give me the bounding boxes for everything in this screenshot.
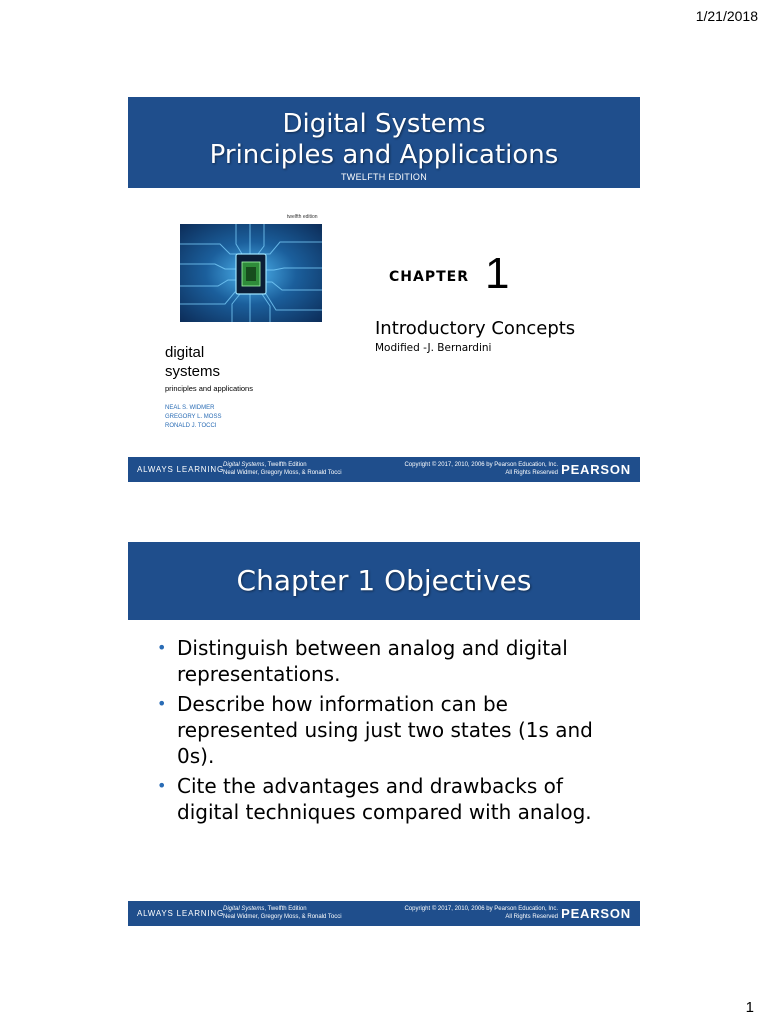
objectives-list <box>157 635 607 829</box>
list-item-text: Cite the advantages and drawbacks of digital techniques compared with analog. <box>177 774 592 824</box>
list-item <box>157 691 607 769</box>
slide-title-line2: Principles and Applications <box>209 140 559 170</box>
footer-book-authors: Neal Widmer, Gregory Moss, & Ronald Tocci <box>223 470 342 476</box>
footer-copyright <box>404 905 558 921</box>
always-learning-logo: ALWAYS LEARNING <box>137 465 224 474</box>
slide-title-bar <box>128 97 640 188</box>
footer-book-authors: Neal Widmer, Gregory Moss, & Ronald Tocci <box>223 914 342 920</box>
footer-book-info <box>223 905 342 921</box>
pearson-logo: PEARSON <box>561 906 631 921</box>
chapter-number: 1 <box>485 249 510 298</box>
list-item-text: Distinguish between analog and digital representations. <box>177 636 568 686</box>
list-item <box>157 773 607 825</box>
list-item <box>157 635 607 687</box>
footer-book-info <box>223 461 342 477</box>
slide-footer <box>128 901 640 926</box>
edition-label: TWELFTH EDITION <box>341 172 427 182</box>
footer-copyright-line: Copyright © 2017, 2010, 2006 by Pearson Education, Inc. <box>404 906 558 912</box>
chapter-label: CHAPTER <box>389 269 469 285</box>
slide-title-bar <box>128 542 640 620</box>
footer-copyright <box>404 461 558 477</box>
footer-book-edition: , Twelfth Edition <box>264 462 307 468</box>
list-item-text: Describe how information can be represented using just two states (1s and 0s). <box>177 692 593 768</box>
page-date: 1/21/2018 <box>695 8 758 24</box>
chapter-title: Introductory Concepts <box>375 318 576 339</box>
slide-title: Chapter 1 Objectives <box>236 564 532 597</box>
cover-author: GREGORY L. MOSS <box>165 414 222 420</box>
modified-by: Modified -J. Bernardini <box>375 342 492 354</box>
cover-book-title <box>165 343 220 381</box>
footer-rights: All Rights Reserved <box>505 470 558 476</box>
pearson-logo: PEARSON <box>561 462 631 477</box>
cover-author: RONALD J. TOCCI <box>165 423 217 429</box>
cover-authors <box>165 404 221 431</box>
bullet-dot-icon: • <box>157 638 167 657</box>
footer-book-title: Digital Systems <box>223 462 265 468</box>
always-learning-logo: ALWAYS LEARNING <box>137 909 224 918</box>
footer-rights: All Rights Reserved <box>505 914 558 920</box>
cover-author: NEAL S. WIDMER <box>165 405 215 411</box>
cover-subtitle: principles and applications <box>165 384 253 393</box>
cover-title-line1: digital <box>165 344 205 361</box>
footer-book-title: Digital Systems <box>223 906 265 912</box>
bullet-dot-icon: • <box>157 776 167 795</box>
slide-title-page <box>128 97 640 482</box>
cover-title-line2: systems <box>165 363 221 380</box>
page-number: 1 <box>745 999 754 1016</box>
circuit-chip-image <box>180 224 322 322</box>
cover-edition-label: twelfth edition <box>287 214 318 220</box>
slide-footer <box>128 457 640 482</box>
slide-title-line1: Digital Systems <box>282 109 486 139</box>
bullet-dot-icon: • <box>157 694 167 713</box>
slide-objectives <box>128 542 640 927</box>
footer-book-edition: , Twelfth Edition <box>264 906 307 912</box>
footer-copyright-line: Copyright © 2017, 2010, 2006 by Pearson Education, Inc. <box>404 462 558 468</box>
